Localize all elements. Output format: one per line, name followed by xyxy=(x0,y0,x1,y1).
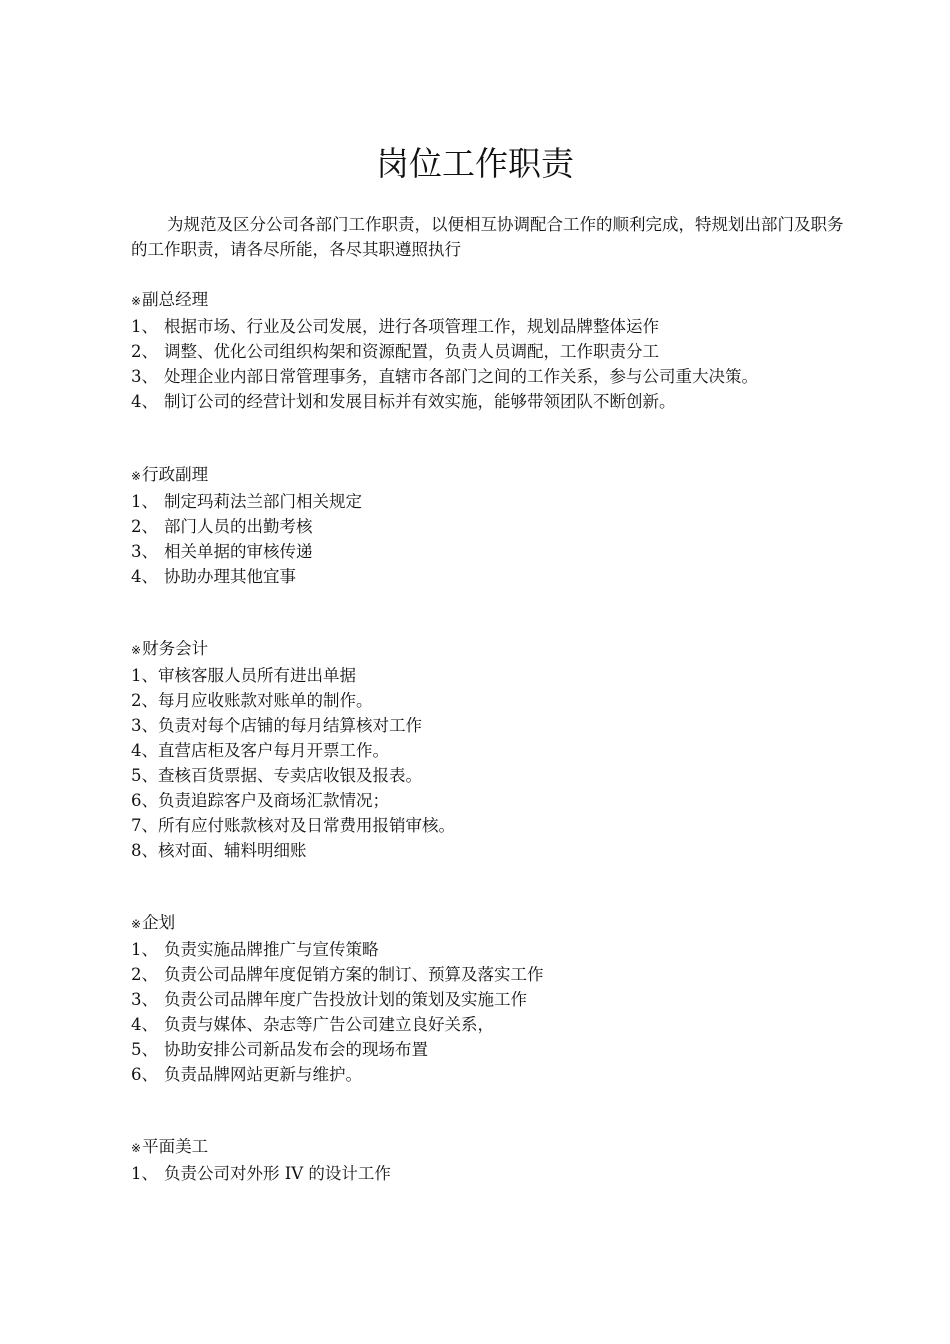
list-item xyxy=(131,1062,871,1087)
intro-paragraph: 为规范及区分公司各部门工作职责，以便相互协调配合工作的顺利完成，特规划出部门及职务的工作职责，请各尽所能，各尽其职遵照执行 xyxy=(131,215,844,259)
item-number: 2、 xyxy=(131,517,158,536)
list-item xyxy=(131,663,871,688)
item-text: 每月应收账款对账单的制作。 xyxy=(158,691,373,710)
page-title: 岗位工作职责 xyxy=(376,144,574,183)
item-number: 8、 xyxy=(131,841,158,860)
item-number: 3、 xyxy=(131,716,158,735)
item-number: 4、 xyxy=(131,741,158,760)
item-text: 负责公司对外形 IV 的设计工作 xyxy=(164,1164,391,1183)
list-item xyxy=(131,314,871,339)
item-text: 所有应付账款核对及日常费用报销审核。 xyxy=(158,816,455,835)
item-text: 负责实施品牌推广与宣传策略 xyxy=(164,940,379,959)
item-number: 3、 xyxy=(131,367,158,386)
list-item xyxy=(131,763,871,788)
item-number: 2、 xyxy=(131,965,158,984)
section-graphic-design xyxy=(131,1134,871,1186)
item-text: 处理企业内部日常管理事务，直辖市各部门之间的工作关系，参与公司重大决策。 xyxy=(164,367,758,386)
item-number: 7、 xyxy=(131,816,158,835)
section-heading-label: 行政副理 xyxy=(142,465,209,484)
list-item xyxy=(131,1161,871,1186)
item-text: 协助办理其他宜事 xyxy=(164,567,296,586)
item-number: 3、 xyxy=(131,542,158,561)
section-heading-label: 财务会计 xyxy=(142,639,209,658)
item-text: 查核百货票据、专卖店收银及报表。 xyxy=(158,766,422,785)
item-number: 5、 xyxy=(131,1040,158,1059)
list-item xyxy=(131,987,871,1012)
reference-mark-icon: ※ xyxy=(131,643,142,657)
item-text: 负责公司品牌年度广告投放计划的策划及实施工作 xyxy=(164,990,527,1009)
section-administrative-deputy xyxy=(131,462,871,589)
section-heading-label: 副总经理 xyxy=(142,290,209,309)
list-item xyxy=(131,389,871,414)
item-number: 1、 xyxy=(131,317,158,336)
item-text: 负责追踪客户及商场汇款情况； xyxy=(158,791,389,810)
item-number: 6、 xyxy=(131,1065,158,1084)
item-text: 根据市场、行业及公司发展，进行各项管理工作，规划品牌整体运作 xyxy=(164,317,659,336)
item-text: 相关单据的审核传递 xyxy=(164,542,313,561)
item-number: 3、 xyxy=(131,990,158,1009)
item-number: 1、 xyxy=(131,1164,158,1183)
list-item xyxy=(131,937,871,962)
list-item xyxy=(131,564,871,589)
item-number: 2、 xyxy=(131,342,158,361)
item-text: 部门人员的出勤考核 xyxy=(164,517,313,536)
list-item xyxy=(131,1037,871,1062)
reference-mark-icon: ※ xyxy=(131,294,142,308)
item-number: 4、 xyxy=(131,567,158,586)
list-item xyxy=(131,1012,871,1037)
item-text: 负责与媒体、杂志等广告公司建立良好关系， xyxy=(164,1015,494,1034)
list-item xyxy=(131,962,871,987)
item-text: 核对面、辅料明细账 xyxy=(158,841,307,860)
section-deputy-general-manager xyxy=(131,287,871,414)
list-item xyxy=(131,514,871,539)
item-text: 制订公司的经营计划和发展目标并有效实施，能够带领团队不断创新。 xyxy=(164,392,676,411)
item-number: 1、 xyxy=(131,666,158,685)
section-heading xyxy=(131,910,871,937)
item-text: 审核客服人员所有进出单据 xyxy=(158,666,356,685)
list-item xyxy=(131,838,871,863)
reference-mark-icon: ※ xyxy=(131,469,142,483)
section-heading xyxy=(131,287,871,314)
section-heading-label: 企划 xyxy=(142,913,176,932)
item-text: 制定玛莉法兰部门相关规定 xyxy=(164,492,362,511)
item-number: 5、 xyxy=(131,766,158,785)
item-number: 1、 xyxy=(131,492,158,511)
item-text: 调整、优化公司组织构架和资源配置，负责人员调配，工作职责分工 xyxy=(164,342,659,361)
list-item xyxy=(131,539,871,564)
list-item xyxy=(131,738,871,763)
reference-mark-icon: ※ xyxy=(131,917,142,931)
list-item xyxy=(131,688,871,713)
section-heading xyxy=(131,462,871,489)
item-number: 6、 xyxy=(131,791,158,810)
item-text: 协助安排公司新品发布会的现场布置 xyxy=(164,1040,428,1059)
list-item xyxy=(131,339,871,364)
item-number: 1、 xyxy=(131,940,158,959)
item-text: 直营店柜及客户每月开票工作。 xyxy=(158,741,389,760)
section-heading xyxy=(131,1134,871,1161)
item-number: 2、 xyxy=(131,691,158,710)
item-text: 负责对每个店铺的每月结算核对工作 xyxy=(158,716,422,735)
section-finance-accounting xyxy=(131,636,871,863)
list-item xyxy=(131,364,871,389)
list-item xyxy=(131,713,871,738)
item-number: 4、 xyxy=(131,1015,158,1034)
item-number: 4、 xyxy=(131,392,158,411)
section-heading xyxy=(131,636,871,663)
item-text: 负责公司品牌年度促销方案的制订、预算及落实工作 xyxy=(164,965,544,984)
list-item xyxy=(131,813,871,838)
item-text: 负责品牌网站更新与维护。 xyxy=(164,1065,362,1084)
list-item xyxy=(131,489,871,514)
list-item xyxy=(131,788,871,813)
reference-mark-icon: ※ xyxy=(131,1141,142,1155)
section-planning xyxy=(131,910,871,1087)
section-heading-label: 平面美工 xyxy=(142,1137,209,1156)
